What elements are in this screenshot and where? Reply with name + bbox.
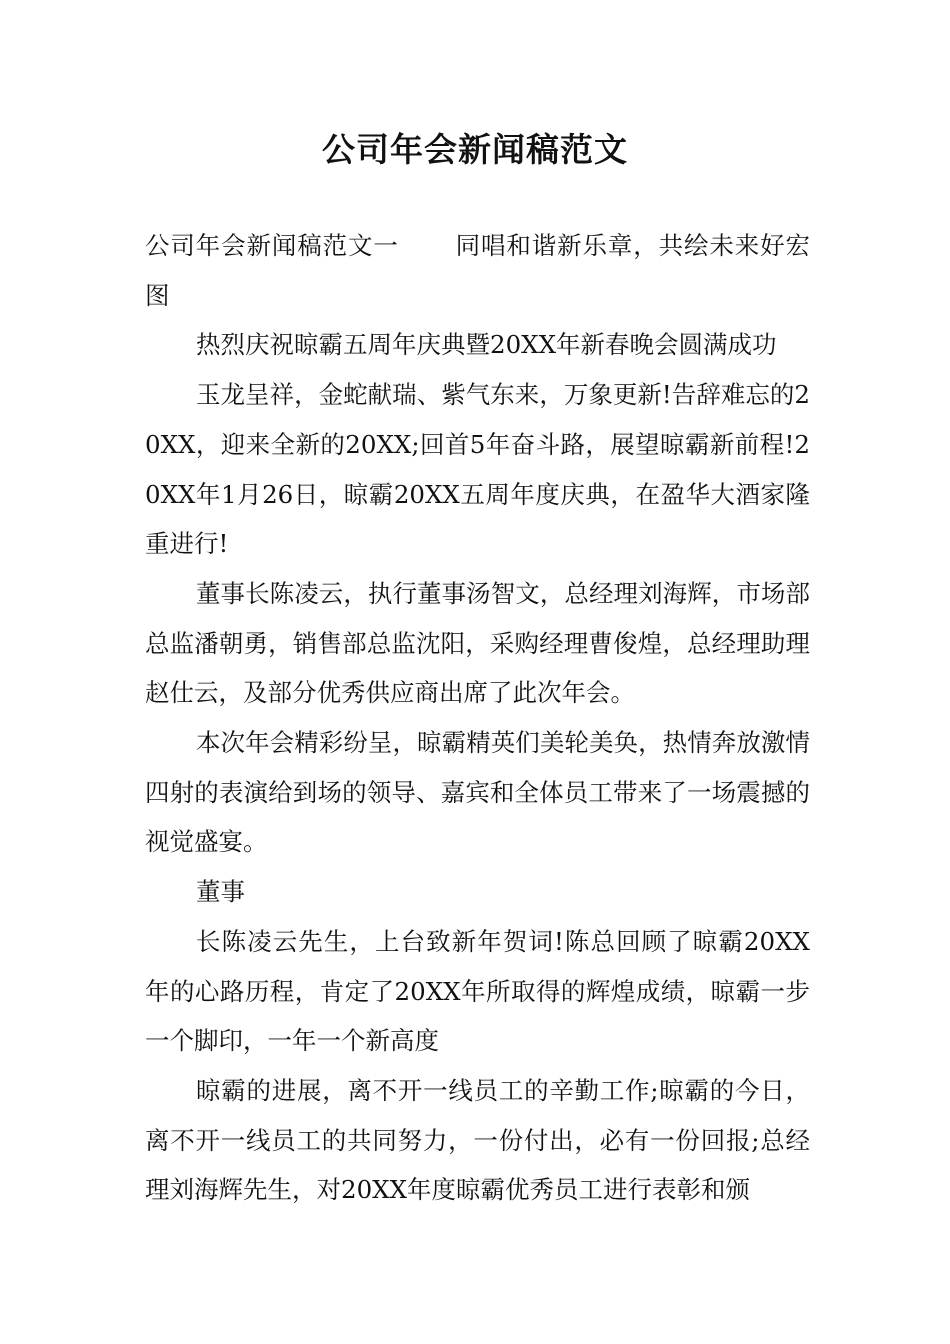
document-body [145, 221, 810, 1215]
document-title: 公司年会新闻稿范文 [322, 130, 628, 169]
section-heading-subtitle: 同唱和谐新乐章，共绘未来好宏图 [145, 231, 810, 310]
paragraph-3: 董事长陈凌云，执行董事汤智文，总经理刘海辉，市场部总监潘朝勇，销售部总监沈阳，采购经理曹俊煌，总经理助理赵仕云，及部分优秀供应商出席了此次年会。 [145, 578, 810, 708]
paragraph-4: 本次年会精彩纷呈，晾霸精英们美轮美奂，热情奔放激情四射的表演给到场的领导、嘉宾和全体员工带来了一场震撼的视觉盛宴。 [145, 728, 810, 857]
section-heading-label: 公司年会新闻稿范文一 [145, 231, 399, 260]
paragraph-7: 晾霸的进展，离不开一线员工的辛勤工作;晾霸的今日，离不开一线员工的共同努力，一份付出，必有一份回报;总经理刘海辉先生，对20XX年度晾霸优秀员工进行表彰和颁 [145, 1075, 810, 1205]
paragraph-6: 长陈凌云先生，上台致新年贺词!陈总回顾了晾霸20XX年的心路历程，肯定了20XX年所取得的辉煌成绩，晾霸一步一个脚印，一年一个新高度 [145, 926, 810, 1056]
section-heading [145, 221, 810, 320]
paragraph-5: 董事 [196, 877, 245, 907]
paragraph-2: 玉龙呈祥，金蛇献瑞、紫气东来，万象更新!告辞难忘的20XX，迎来全新的20XX;回首5年奋斗路，展望晾霸新前程!20XX年1月26日，晾霸20XX五周年度庆典，在盈华大酒家隆重进行! [145, 380, 810, 559]
paragraph-1: 热烈庆祝晾霸五周年庆典暨20XX年新春晚会圆满成功 [196, 330, 777, 360]
